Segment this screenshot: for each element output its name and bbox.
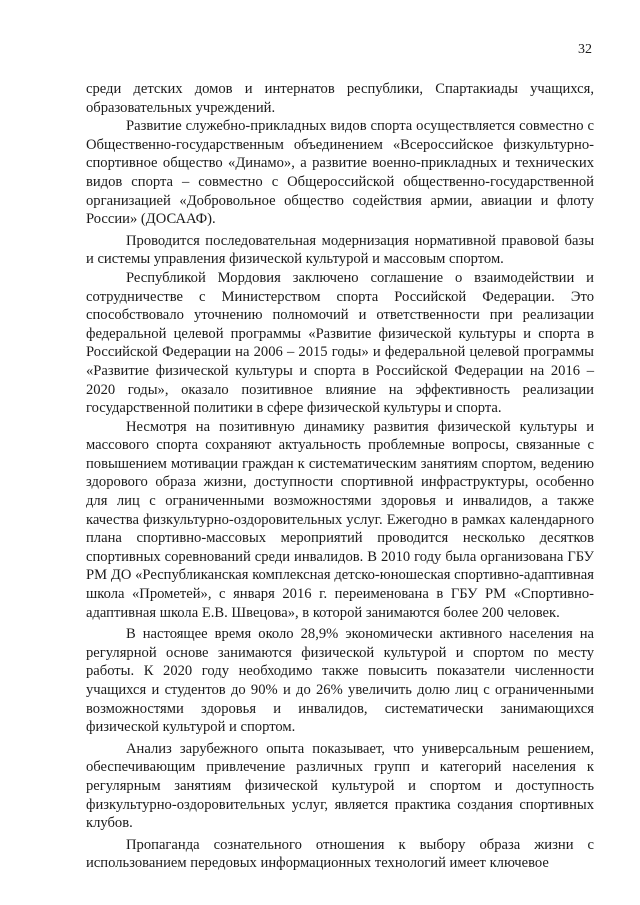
paragraph-6: В настоящее время около 28,9% экономически активного населения на регулярной основе занимаются физической культурой и спортом по месту работы. К 2020 году необходимо также повысить показатели численности учащихся и студентов до 90% и до 26% увеличить долю лиц с ограниченными возможностями здоровья и инвалидов, систематически занимающихся физической культурой и спортом. [86,626,594,736]
paragraph-8: Пропаганда сознательного отношения к выбору образа жизни с использованием передовых информационных технологий имеет ключевое [86,836,594,872]
paragraph-4: Республикой Мордовия заключено соглашение о взаимодействии и сотрудничестве с Министерством спорта Российской Федерации. Это способствовало уточнению полномочий и ответственности при реализации федеральной целевой программы «Развитие физической культуры и спорта в Российской Федерации на 2006 – 2015 годы» и федеральной целевой программы «Развитие физической культуры и спорта в Российской Федерации на 2016 – 2020 годы», оказало позитивное влияние на эффективность реализации государственной политики в сфере физической культуры и спорта. [86,269,594,417]
body-text [86,80,594,873]
paragraph-1: среди детских домов и интернатов республики, Спартакиады учащихся, образовательных учреждений. [86,81,594,116]
paragraph-7: Анализ зарубежного опыта показывает, что универсальным решением, обеспечивающим привлечение различных групп и категорий населения к регулярным занятиям физической культурой и спортом и доступность физкультурно-оздоровительных услуг, является практика создания спортивных клубов. [86,740,594,832]
paragraph-2: Развитие служебно-прикладных видов спорта осуществляется совместно с Общественно-государственным объединением «Всероссийское физкультурно-спортивное общество «Динамо», а развитие военно-прикладных и технических видов спорта – совместно с Общероссийской общественно-государственной организацией «Добровольное общество содействия армии, авиации и флоту России» (ДОСААФ). [86,118,594,228]
page-number: 32 [578,42,592,57]
paragraph-3: Проводится последовательная модернизация нормативной правовой базы и системы управления физической культурой и массовым спортом. [86,232,594,268]
paragraph-5: Несмотря на позитивную динамику развития физической культуры и массового спорта сохраняют актуальность проблемные вопросы, связанные с повышением мотивации граждан к систематическим занятиям спортом, ведению здорового образа жизни, доступности спортивной инфраструктуры, особенно для лиц с ограниченными возможностями здоровья и инвалидов, а также качества физкультурно-оздоровительных услуг. Ежегодно в рамках календарного плана спортивно-массовых мероприятий проводится несколько десятков спортивных соревнований среди инвалидов. В 2010 году была организована ГБУ РМ ДО «Республиканская комплексная детско-юношеская спортивно-адаптивная школа «Прометей», с января 2016 г. переименована в ГБУ РМ «Спортивно-адаптивная школа Е.В. Швецова», в которой занимаются более 200 человек. [86,418,594,621]
